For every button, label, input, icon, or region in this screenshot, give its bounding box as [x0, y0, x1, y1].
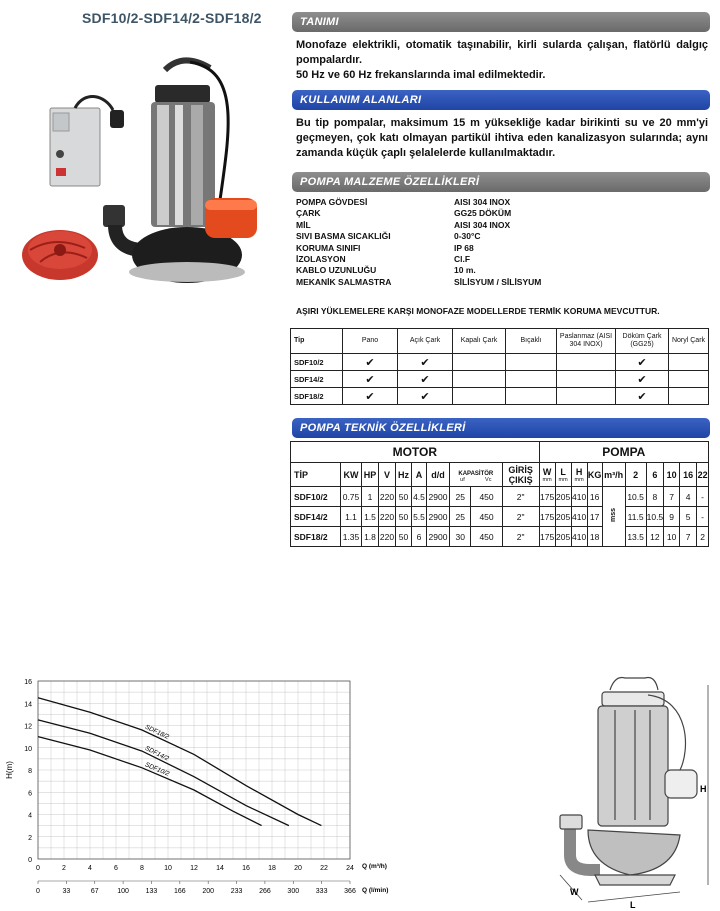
- options-header-row: Tip Pano Açık Çark Kapalı Çark Bıçaklı Paslanmaz (AISI 304 INOX) Döküm Çark (GG25) Noryl Çark: [291, 329, 709, 354]
- x2-tick-label: 0: [36, 888, 40, 895]
- x-tick-label: 18: [268, 865, 276, 872]
- material-row: SIVI BASMA SICAKLIĞI 0-30°C: [296, 231, 481, 242]
- check-mark-icon: ✔: [343, 354, 398, 371]
- check-mark-icon: ✔: [398, 388, 453, 405]
- x-tick-label: 2: [62, 865, 66, 872]
- section-header-kullanim: KULLANIM ALANLARI: [292, 90, 710, 110]
- y-tick-label: 14: [24, 701, 32, 709]
- x2-tick-label: 366: [344, 888, 356, 895]
- x-tick-label: 16: [242, 865, 250, 872]
- y-tick-label: 4: [28, 812, 32, 820]
- x-tick-label: 24: [346, 865, 354, 872]
- pump-product-image: [15, 50, 285, 290]
- check-mark-icon: ✔: [616, 371, 669, 388]
- series-label: SDF10/2: [143, 761, 171, 778]
- options-row: SDF10/2 ✔ ✔ ✔: [291, 354, 709, 371]
- y-tick-label: 8: [28, 768, 32, 775]
- x2-tick-label: 300: [287, 888, 300, 895]
- x-tick-label: 8: [140, 865, 144, 872]
- product-title: SDF10/2-SDF14/2-SDF18/2: [82, 10, 262, 26]
- tanimi-text-1: Monofaze elektrikli, otomatik taşınabilir, kirli sularda çalışan, flatörlü dalgıç pompalardır.: [296, 39, 708, 66]
- technical-header-row: TİP KW HP V Hz A d/d KAPASİTÖR uf Vc GİRİŞ ÇIKIŞ W mm L mm H mm KG m³/h 2 6 10 16 22: [291, 463, 709, 487]
- x-tick-label: 22: [320, 865, 328, 872]
- dimension-drawing: [540, 670, 715, 910]
- y-tick-label: 0: [28, 857, 32, 864]
- series-label: SDF14/2: [143, 744, 170, 763]
- material-row: MİL AISI 304 INOX: [296, 219, 511, 230]
- width-dimension-label: W: [570, 887, 579, 897]
- tanimi-text-2: 50 Hz ve 60 Hz frekanslarında imal edilmektedir.: [296, 69, 546, 81]
- impeller-image: [22, 230, 98, 280]
- x-tick-label: 14: [216, 865, 224, 872]
- x2-tick-label: 33: [62, 888, 71, 895]
- tanimi-text: [296, 38, 708, 83]
- y-axis-label: H(m): [5, 761, 14, 779]
- check-mark-icon: ✔: [343, 388, 398, 405]
- section-header-malzeme: POMPA MALZEME ÖZELLİKLERİ: [292, 172, 710, 192]
- x2-tick-label: 333: [315, 888, 328, 895]
- thermal-protection-note: AŞIRI YÜKLEMELERE KARŞI MONOFAZE MODELLERDE TERMİK KORUMA MEVCUTTUR.: [296, 306, 660, 316]
- x2-tick-label: 266: [259, 888, 271, 895]
- x-tick-label: 0: [36, 865, 40, 872]
- x2-tick-label: 67: [90, 888, 99, 895]
- height-dimension-label: H: [700, 784, 707, 794]
- y-tick-label: 12: [24, 723, 32, 731]
- performance-chart: [0, 665, 389, 911]
- technical-row: SDF14/2 1.1 1.5 220 50 5.5 2900 25 450 2" 175 205 410 17 11.5 10.5 9 5 -: [291, 507, 709, 527]
- mss-unit-label: mss: [602, 487, 625, 547]
- length-dimension-label: L: [630, 900, 636, 910]
- check-mark-icon: ✔: [398, 371, 453, 388]
- material-row: KABLO UZUNLUĞU 10 m.: [296, 265, 476, 276]
- technical-row: SDF10/2 0.75 1 220 50 4.5 2900 25 450 2" 175 205 410 16 mss 10.5 8 7 4 -: [291, 487, 709, 507]
- x-tick-label: 6: [114, 865, 118, 872]
- section-header-tanimi: TANIMI: [292, 12, 710, 32]
- check-mark-icon: ✔: [616, 354, 669, 371]
- x-axis-label: Q (m³/h): [362, 863, 387, 870]
- y-tick-label: 2: [28, 834, 32, 842]
- y-tick-label: 6: [28, 790, 32, 798]
- x2-tick-label: 100: [117, 888, 129, 895]
- material-row: ÇARK GG25 DÖKÜM: [296, 208, 512, 219]
- x2-tick-label: 166: [173, 888, 186, 895]
- x2-tick-label: 200: [202, 888, 215, 895]
- kullanim-text: Bu tip pompalar, maksimum 15 m yüksekliğe kadar birikinti su ve 20 mm'yi geçmeyen, çok katı olmayan partikül ihtiva eden kanalizasyon sularında; aynı zamanda küçük çaplı şelalelerde kullanılmaktadır.: [296, 117, 708, 159]
- check-mark-icon: ✔: [343, 371, 398, 388]
- x-tick-label: 4: [88, 865, 92, 872]
- curve-sdf18-2: [38, 698, 321, 826]
- y-tick-label: 10: [24, 745, 32, 753]
- options-row: SDF14/2 ✔ ✔ ✔: [291, 371, 709, 388]
- x2-tick-label: 133: [145, 888, 158, 895]
- check-mark-icon: ✔: [398, 354, 453, 371]
- section-header-teknik: POMPA TEKNİK ÖZELLİKLERİ: [292, 418, 710, 438]
- technical-table: [290, 441, 709, 547]
- x-tick-label: 20: [294, 865, 302, 872]
- technical-row: SDF18/2 1.35 1.8 220 50 6 2900 30 450 2" 175 205 410 18 13.5 12 10 7 2: [291, 527, 709, 547]
- x2-tick-label: 233: [230, 888, 243, 895]
- x-tick-label: 10: [164, 865, 172, 872]
- series-label: SDF18/2: [143, 723, 170, 741]
- pump-body-image: [103, 60, 257, 283]
- technical-group-row: MOTOR POMPA: [291, 442, 709, 463]
- options-row: SDF18/2 ✔ ✔ ✔: [291, 388, 709, 405]
- x-tick-label: 12: [190, 865, 198, 872]
- material-row: POMPA GÖVDESİ AISI 304 INOX: [296, 197, 511, 207]
- material-list: [296, 197, 541, 288]
- check-mark-icon: ✔: [616, 388, 669, 405]
- material-row: MEKANİK SALMASTRA SİLİSYUM / SİLİSYUM: [296, 276, 542, 287]
- options-table: [290, 328, 709, 405]
- material-row: İZOLASYON Cl.F: [296, 254, 471, 265]
- control-box-image: [50, 96, 124, 186]
- y-tick-label: 16: [24, 679, 32, 686]
- material-row: KORUMA SINIFI IP 68: [296, 242, 474, 253]
- x2-axis-label: Q (l/min): [362, 887, 389, 894]
